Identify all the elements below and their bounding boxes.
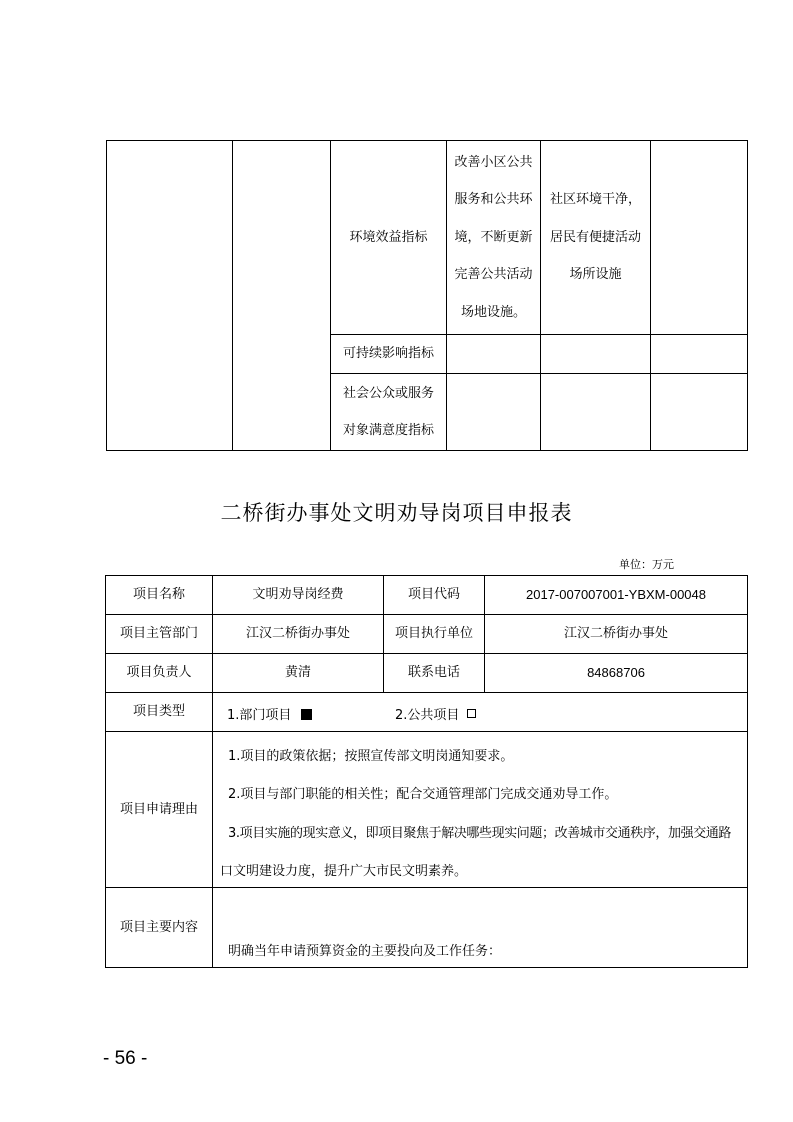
project-code-value: 2017-007007001-YBXM-00048 xyxy=(526,587,706,602)
satisfaction-line: 社会公众或服务 xyxy=(342,385,434,401)
form-table-line xyxy=(747,575,748,968)
reason-line: 2.项目与部门职能的相关性；配合交通管理部门完成交通劝导工作。 xyxy=(228,787,618,802)
top-table-line xyxy=(106,140,107,451)
owner-value: 黄清 xyxy=(284,665,311,680)
exec-label: 项目执行单位 xyxy=(394,626,473,641)
reason-label: 项目申请理由 xyxy=(119,801,198,817)
type-option-public-label: 2.公共项目 xyxy=(395,708,460,723)
env-target-line: 完善公共活动 xyxy=(454,267,533,283)
env-target-line: 境，不断更新 xyxy=(454,229,533,245)
env-value-line: 社区环境干净， xyxy=(549,192,641,208)
env-benefit-label: 环境效益指标 xyxy=(349,229,428,245)
env-target-line: 改善小区公共 xyxy=(454,154,533,170)
phone-label: 联系电话 xyxy=(407,665,460,680)
dept-label: 项目主管部门 xyxy=(119,626,198,641)
env-benefit-value xyxy=(541,141,650,334)
type-option-dept-label: 1.部门项目 xyxy=(227,708,292,723)
form-table-line xyxy=(105,967,748,968)
phone-value: 84868706 xyxy=(587,665,645,680)
satisfaction-line: 对象满意度指标 xyxy=(342,423,434,438)
top-table-line xyxy=(106,450,748,451)
sustain-label: 可持续影响指标 xyxy=(342,346,434,361)
page-title: 二桥街办事处文明劝导岗项目申报表 xyxy=(220,501,573,525)
project-name-label: 项目名称 xyxy=(132,587,185,602)
dept-value: 江汉二桥街办事处 xyxy=(245,626,350,641)
env-benefit-target xyxy=(447,141,540,334)
project-code-label: 项目代码 xyxy=(407,587,460,602)
unit-label: 单位：万元 xyxy=(619,558,674,571)
content-text: 明确当年申请预算资金的主要投向及工作任务： xyxy=(228,944,502,959)
reason-line: 口文明建设力度，提升广大市民文明素养。 xyxy=(220,864,468,879)
checked-box-icon xyxy=(301,709,312,720)
reason-line: 3.项目实施的现实意义，即项目聚焦于解决哪些现实问题；改善城市交通秩序，加强交通路 xyxy=(228,826,732,841)
type-label: 项目类型 xyxy=(132,704,185,719)
top-table-line xyxy=(747,140,748,451)
page-number: - 56 - xyxy=(103,1048,148,1069)
exec-value: 江汉二桥街办事处 xyxy=(563,626,668,641)
env-target-line: 场地设施。 xyxy=(460,304,526,320)
env-value-line: 居民有便捷活动 xyxy=(549,229,641,245)
env-target-line: 服务和公共环 xyxy=(454,192,533,208)
unchecked-box-icon xyxy=(467,709,476,718)
type-option-dept[interactable] xyxy=(227,704,312,723)
owner-label: 项目负责人 xyxy=(126,665,192,680)
content-label: 项目主要内容 xyxy=(119,919,198,935)
satisfaction-label xyxy=(331,374,446,450)
top-table-line xyxy=(650,140,651,451)
top-table-line xyxy=(232,140,233,451)
reason-line: 1.项目的政策依据；按照宣传部文明岗通知要求。 xyxy=(228,749,514,764)
project-name-value: 文明劝导岗经费 xyxy=(252,587,344,602)
env-value-line: 场所设施 xyxy=(569,267,622,283)
type-option-public[interactable] xyxy=(395,704,476,723)
